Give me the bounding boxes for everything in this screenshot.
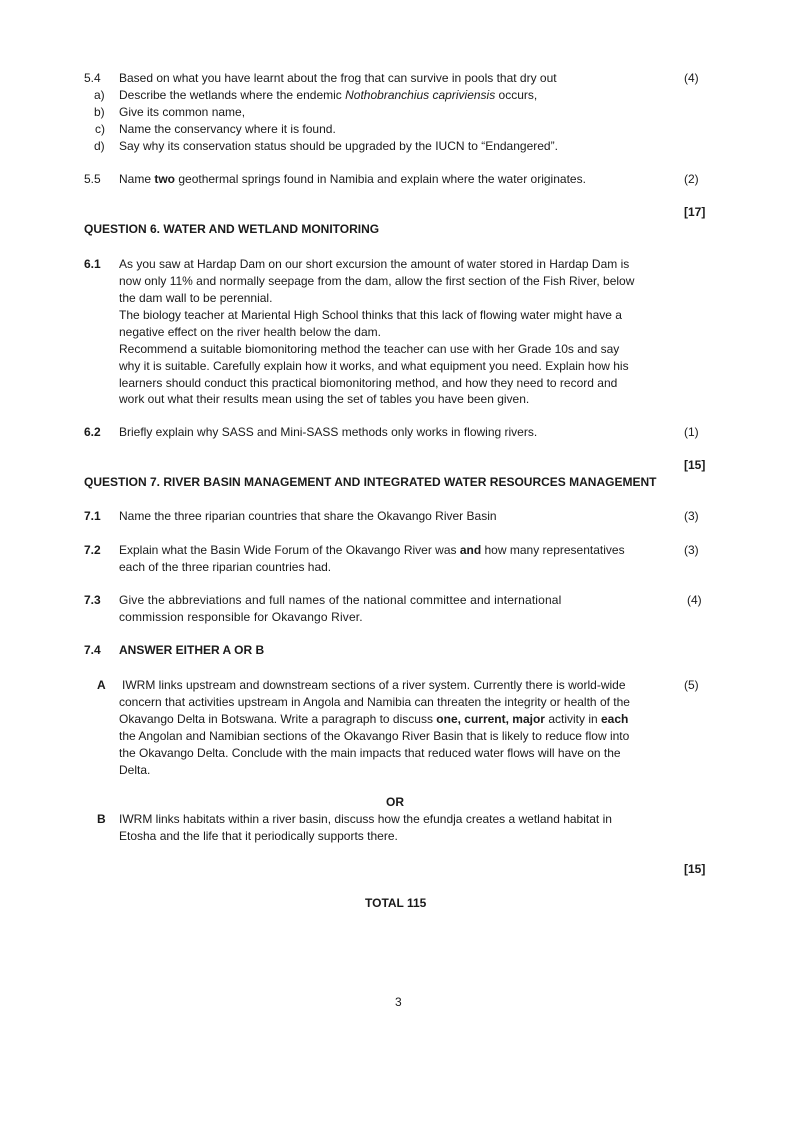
option-b-label: B [97, 812, 106, 826]
option-a-l3-mid: activity in [544, 712, 601, 726]
q7-2-post: how many representatives [481, 543, 625, 557]
q6-1-line: As you saw at Hardap Dam on our short excursion the amount of water stored in Hardap Dam is [119, 257, 630, 271]
option-a-label: A [97, 678, 106, 692]
q6-2-number: 6.2 [84, 425, 101, 439]
q5-4-sub-d-label: d) [94, 139, 105, 153]
q5-4-number: 5.4 [84, 71, 101, 85]
q7-2-bold: and [459, 543, 482, 557]
q7-total: [15] [684, 862, 706, 876]
q5-4-sub-d: Say why its conservation status should be upgraded by the IUCN to “Endangered”. [119, 139, 558, 153]
q6-1-number: 6.1 [84, 257, 101, 271]
q5-4-sub-b-label: b) [94, 105, 105, 119]
q5-4-sub-a [119, 87, 537, 104]
q5-5-post: geothermal springs found in Namibia and explain where the water originates. [175, 172, 586, 186]
q5-4-sub-c-label: c) [95, 122, 105, 136]
q7-1-number: 7.1 [84, 509, 101, 523]
q6-2-text: Briefly explain why SASS and Mini-SASS methods only works in flowing rivers. [119, 425, 538, 439]
q6-heading: QUESTION 6. WATER AND WETLAND MONITORING [84, 222, 380, 236]
q6-1-line: now only 11% and normally seepage from the dam, allow the first section of the Fish River, below [119, 274, 635, 288]
q5-total: [17] [684, 205, 706, 219]
q5-5-text [119, 171, 586, 188]
q5-4-sub-a-label: a) [94, 88, 105, 102]
option-a-line: concern that activities upstream in Angola and Namibia can threaten the integrity or health of the [119, 695, 630, 709]
q5-4-text: Based on what you have learnt about the frog that can survive in pools that dry out [119, 71, 557, 85]
q7-2-line1 [119, 542, 625, 559]
option-a-l3-bold: one, current, major [436, 712, 545, 726]
q7-2-number: 7.2 [84, 543, 101, 557]
q6-1-line: Recommend a suitable biomonitoring method the teacher can use with her Grade 10s and say [119, 342, 620, 356]
option-b-line: IWRM links habitats within a river basin, discuss how the efundja creates a wetland habitat in [119, 812, 612, 826]
q7-3-number: 7.3 [84, 593, 101, 607]
q6-1-line: learners should conduct this practical biomonitoring method, and how they need to record and [119, 376, 618, 390]
q7-2-pre: Explain what the Basin Wide Forum of the Okavango River was [119, 543, 460, 557]
q7-3-line2: commission responsible for Okavango River. [119, 610, 363, 624]
q6-total: [15] [684, 458, 706, 472]
q7-4-instruction: ANSWER EITHER A OR B [119, 643, 265, 657]
q7-3-line1: Give the abbreviations and full names of the national committee and international [119, 593, 562, 607]
q7-1-marks: (3) [684, 509, 699, 523]
q6-2-marks: (1) [684, 425, 699, 439]
page-number: 3 [395, 995, 402, 1009]
grand-total: TOTAL 115 [365, 896, 427, 910]
q7-1-text: Name the three riparian countries that share the Okavango River Basin [119, 509, 497, 523]
q6-1-line: The biology teacher at Mariental High School thinks that this lack of flowing water might have a [119, 308, 622, 322]
option-a-l3-pre: Okavango Delta in Botswana. Write a paragraph to discuss [119, 712, 437, 726]
q6-1-line: negative effect on the river health below the dam. [119, 325, 381, 339]
q5-5-bold: two [154, 172, 176, 186]
q6-1-line: work out what their results mean using the set of tables you have been given. [119, 392, 530, 406]
q5-5-pre: Name [119, 172, 155, 186]
q5-4-marks: (4) [684, 71, 699, 85]
option-a-line: Delta. [119, 763, 151, 777]
q6-1-line: the dam wall to be perennial. [119, 291, 273, 305]
q5-4-sub-a-pre: Describe the wetlands where the endemic [119, 88, 346, 102]
q5-4-sub-b: Give its common name, [119, 105, 246, 119]
q5-5-number: 5.5 [84, 172, 101, 186]
q7-2-marks: (3) [684, 543, 699, 557]
option-a-line: IWRM links upstream and downstream sections of a river system. Currently there is world-wide [122, 678, 626, 692]
species-name: Nothobranchius capriviensis [345, 88, 496, 102]
q5-4-sub-a-post: occurs, [495, 88, 538, 102]
q7-4-number: 7.4 [84, 643, 101, 657]
q7-heading: QUESTION 7. RIVER BASIN MANAGEMENT AND INTEGRATED WATER RESOURCES MANAGEMENT [84, 475, 657, 489]
option-a-l3-bold2: each [601, 712, 629, 726]
option-a-line: the Okavango Delta. Conclude with the main impacts that reduced water flows will have on the [119, 746, 621, 760]
q7-2-line2: each of the three riparian countries had. [119, 560, 332, 574]
q5-5-marks: (2) [684, 172, 699, 186]
option-b-line: Etosha and the life that it periodically supports there. [119, 829, 398, 843]
option-a-line [119, 711, 628, 728]
q7-3-marks: (4) [687, 593, 702, 607]
q5-4-sub-c: Name the conservancy where it is found. [119, 122, 336, 136]
option-a-marks: (5) [684, 678, 699, 692]
q6-1-line: why it is suitable. Carefully explain how it works, and what equipment you need. Explain how his [119, 359, 629, 373]
or-separator: OR [386, 795, 404, 809]
option-a-line: the Angolan and Namibian sections of the Okavango River Basin that is likely to reduce flow into [119, 729, 630, 743]
